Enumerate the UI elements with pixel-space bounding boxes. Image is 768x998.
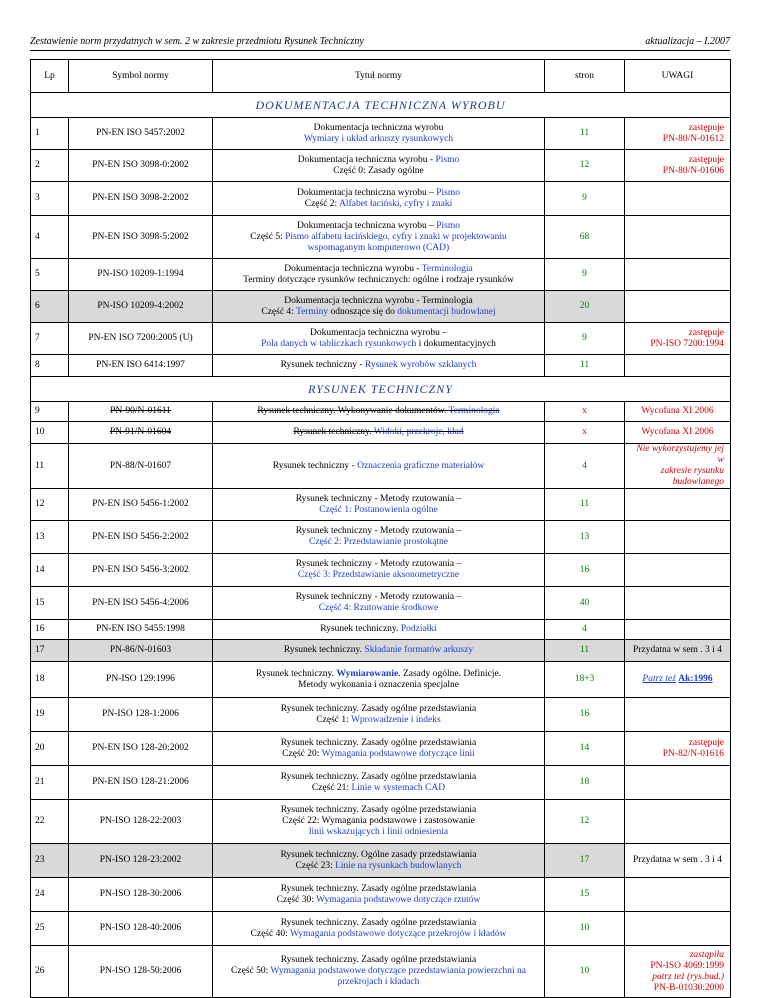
section-row [31, 377, 731, 402]
table-row: 16 PN-EN ISO 5455:1998 Rysunek techniczny. Podziałki 4 [31, 620, 731, 640]
table-row: 20 PN-EN ISO 128-20:2002 Rysunek techniczny. Zasady ogólne przedstawiania Część 20: Wymagania podstawowe dotyczące linii 14 zastępuje PN-82/N-01616 [31, 732, 731, 766]
section-title: DOKUMENTACJA TECHNICZNA WYROBU [31, 93, 731, 118]
table-row: 13 PN-EN ISO 5456-2:2002 Rysunek techniczny - Metody rzutowania – Część 2: Przedstawianie prostokątne 13 [31, 521, 731, 554]
table-row: 4 PN-EN ISO 3098-5:2002 Dokumentacja techniczna wyrobu – Pismo Część 5: Pismo alfabetu łacińskiego, cyfry i znaki w projektowaniu wspomaganym komputerowo (CAD) 68 [31, 216, 731, 259]
row-symbol: PN-EN ISO 5457:2002 [69, 118, 213, 150]
table-row: 14 PN-EN ISO 5456-3:2002 Rysunek techniczny - Metody rzutowania – Część 3: Przedstawianie aksonometryczne 16 [31, 554, 731, 587]
col-lp: Lp [31, 60, 69, 93]
table-row: 2 PN-EN ISO 3098-0:2002 Dokumentacja techniczna wyrobu - Pismo Część 0: Zasady ogólne 12 zastępuje PN-80/N-01606 [31, 150, 731, 182]
table-row: 24 PN-ISO 128-30:2006 Rysunek techniczny. Zasady ogólne przedstawiania Część 30: Wymagania podstawowe dotyczące rzutów 15 [31, 878, 731, 912]
table-row [31, 118, 731, 150]
header-title: Zestawienie norm przydatnych w sem. 2 w zakresie przedmiotu Rysunek Techniczny [30, 36, 364, 47]
col-title: Tytuł normy [213, 60, 545, 93]
table-row: 6 PN-ISO 10209-4:2002 Dokumentacja techniczna wyrobu - Terminologia Część 4: Terminy odnoszące się do dokumentacji budowlanej 20 [31, 291, 731, 323]
table-row: 22 PN-ISO 128-22:2003 Rysunek techniczny. Zasady ogólne przedstawiania Część 22: Wymagania podstawowe i zastosowanie linii wskazujących i linii odniesienia 12 [31, 800, 731, 844]
row-notes: zastępuje PN-80/N-01612 [625, 118, 731, 150]
table-row: 25 PN-ISO 128-40:2006 Rysunek techniczny. Zasady ogólne przedstawiania Część 40: Wymagania podstawowe dotyczące przekrojów i kładów 10 [31, 912, 731, 946]
row-title: Dokumentacja techniczna wyrobu Wymiary i układ arkuszy rysunkowych [213, 118, 545, 150]
table-row: 17 PN-86/N-01603 Rysunek techniczny. Składanie formatów arkuszy 11 Przydatna w sem . 3 i 4 [31, 640, 731, 662]
header-update: aktualizacja – I.2007 [645, 36, 730, 47]
table-header-row [31, 60, 731, 93]
col-symbol: Symbol normy [69, 60, 213, 93]
table-row: 7 PN-EN ISO 7200:2005 (U) Dokumentacja techniczna wyrobu – Pola danych w tabliczkach rysunkowych i dokumentacyjnych 9 zastępuje PN-ISO 7200:1994 [31, 323, 731, 355]
standards-table [30, 59, 731, 998]
table-row: 5 PN-ISO 10209-1:1994 Dokumentacja techniczna wyrobu - Terminologia Terminy dotyczące rysunków technicznych: ogólne i rodzaje rysunków 9 [31, 259, 731, 291]
table-row: 18 PN-ISO 129:1996 Rysunek techniczny. Wymiarowanie. Zasady ogólne. Definicje. Metody wykonania i oznaczenia specjalne 18+3 Patrz też Ak:1996 [31, 662, 731, 698]
table-row: 8 PN-EN ISO 6414:1997 Rysunek techniczny - Rysunek wyrobów szklanych 11 [31, 355, 731, 377]
section-title: RYSUNEK TECHNICZNY [31, 377, 731, 402]
row-pages: 11 [545, 118, 625, 150]
table-row: 12 PN-EN ISO 5456-1:2002 Rysunek techniczny - Metody rzutowania – Część 1: Postanowienia ogólne 11 [31, 489, 731, 521]
table-row: 3 PN-EN ISO 3098-2:2002 Dokumentacja techniczna wyrobu – Pismo Część 2: Alfabet łaciński, cyfry i znaki 9 [31, 182, 731, 216]
col-notes: UWAGI [625, 60, 731, 93]
table-row: 23 PN-ISO 128-23:2002 Rysunek techniczny. Ogólne zasady przedstawiania Część 23: Linie na rysunkach budowlanych 17 Przydatna w sem . 3 i 4 [31, 844, 731, 878]
table-row: 19 PN-ISO 128-1:2006 Rysunek techniczny. Zasady ogólne przedstawiania Część 1: Wprowadzenie i indeks 16 [31, 698, 731, 732]
table-row: 15 PN-EN ISO 5456-4:2006 Rysunek techniczny - Metody rzutowania – Część 4: Rzutowanie środkowe 40 [31, 587, 731, 620]
table-row: 11 PN-88/N-01607 Rysunek techniczny - Oznaczenia graficzne materiałów 4 Nie wykorzystujemy jej w zakresie rysunku budowlanego [31, 444, 731, 489]
col-pages: stron [545, 60, 625, 93]
section-row [31, 93, 731, 118]
page-header [30, 36, 730, 51]
table-row: 10 PN-91/N-01604 Rysunek techniczny. Widoki, przekroje, kład x Wycofana XI 2006 [31, 422, 731, 444]
table-row: 9 PN-90/N-01611 Rysunek techniczny. Wykonywanie dokumentów. Terminologia x Wycofana XI 2006 [31, 402, 731, 422]
row-lp: 1 [31, 118, 69, 150]
table-row: 26 PN-ISO 128-50:2006 Rysunek techniczny. Zasady ogólne przedstawiania Część 50: Wymagania podstawowe dotyczące przedstawiania powierzchni na przekrojach i kładach 10 zastąpiła PN-ISO 4069:1999 patrz też (rys.bud.) PN-B-01030:2000 [31, 946, 731, 998]
table-row: 21 PN-EN ISO 128-21:2006 Rysunek techniczny. Zasady ogólne przedstawiania Część 21: Linie w systemach CAD 18 [31, 766, 731, 800]
